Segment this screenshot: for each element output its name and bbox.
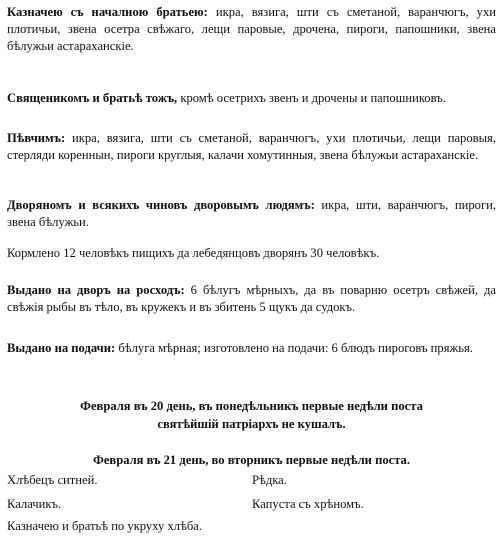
heading-feb-21: Февраля въ 21 день, во вторникъ первые недѣли поста. xyxy=(93,453,410,467)
paragraph-text: икра, вязига, шти съ сметаной, варанчюгъ, ухи плотичьи, лещи паровыя, стерляди кореннын, пироги круглыя, калачи хомутинныя, звена бѣлужьи астараханскіе. xyxy=(7,131,496,162)
paragraph-lead: Выдано на дворъ на росходъ: xyxy=(7,283,185,297)
paragraph-text: икра, вязига, шти съ сметаной, варанчюгъ, ухи плотичьи, звена осетра свѣжаго, лещи паровые, дрочена, пироги, папошники, звена бѣлужьи астараханскіе. xyxy=(7,5,496,53)
paragraph-lead: Казначею съ началною братьею: xyxy=(7,5,208,19)
paragraph-singers xyxy=(7,130,496,164)
paragraph-lead: Пѣвчимъ: xyxy=(7,131,66,145)
paragraph-nobles xyxy=(7,197,496,231)
paragraph-fed xyxy=(7,245,496,262)
paragraph-text: 6 бѣлугъ мѣрныхъ, да въ поварню осетръ свѣжей, да свѣжія рыбы въ тѣло, въ кружекъ и въ збитень 5 щукъ да судокъ. xyxy=(7,283,496,314)
heading-feb-20-line1: Февраля въ 20 день, въ понедѣльникъ первые недѣли поста xyxy=(80,399,423,413)
menu-item-kalach: Калачикъ. xyxy=(7,497,62,511)
heading-feb-20-line2: святѣйшій патріархъ не кушалъ. xyxy=(157,417,346,431)
menu-item-bread: Хлѣбецъ ситней. xyxy=(7,473,98,487)
paragraph-text: икра, шти, варанчюгъ, пироги, звена бѣлужьи. xyxy=(7,198,496,229)
paragraph-issued-serving xyxy=(7,340,496,357)
paragraph-treasurer xyxy=(7,4,496,55)
paragraph-priests xyxy=(7,90,496,107)
paragraph-lead: Дворяномъ и всякихъ чиновъ дворовымъ людямъ: xyxy=(7,198,315,212)
paragraph-lead: Священикомъ и братьѣ тожъ, xyxy=(7,91,178,105)
paragraph-text: Кормлено 12 человѣкъ пищихъ да лебедянцовъ дворянъ 30 человѣкъ. xyxy=(7,246,380,260)
menu-item-radish: Рѣдка. xyxy=(252,473,287,487)
paragraph-lead: Выдано на подачи: xyxy=(7,341,116,355)
paragraph-text: бѣлуга мѣрная; изготовлено на подачи: 6 блюдъ пироговъ пряжья. xyxy=(115,341,473,355)
paragraph-closing: Казначею и братьѣ по укруху хлѣба. xyxy=(7,519,203,533)
menu-item-cabbage: Капуста съ хрѣномъ. xyxy=(252,497,364,511)
paragraph-text: кромѣ осетрихъ звенъ и дрочены и папошниковъ. xyxy=(177,91,446,105)
paragraph-issued-court xyxy=(7,282,496,316)
